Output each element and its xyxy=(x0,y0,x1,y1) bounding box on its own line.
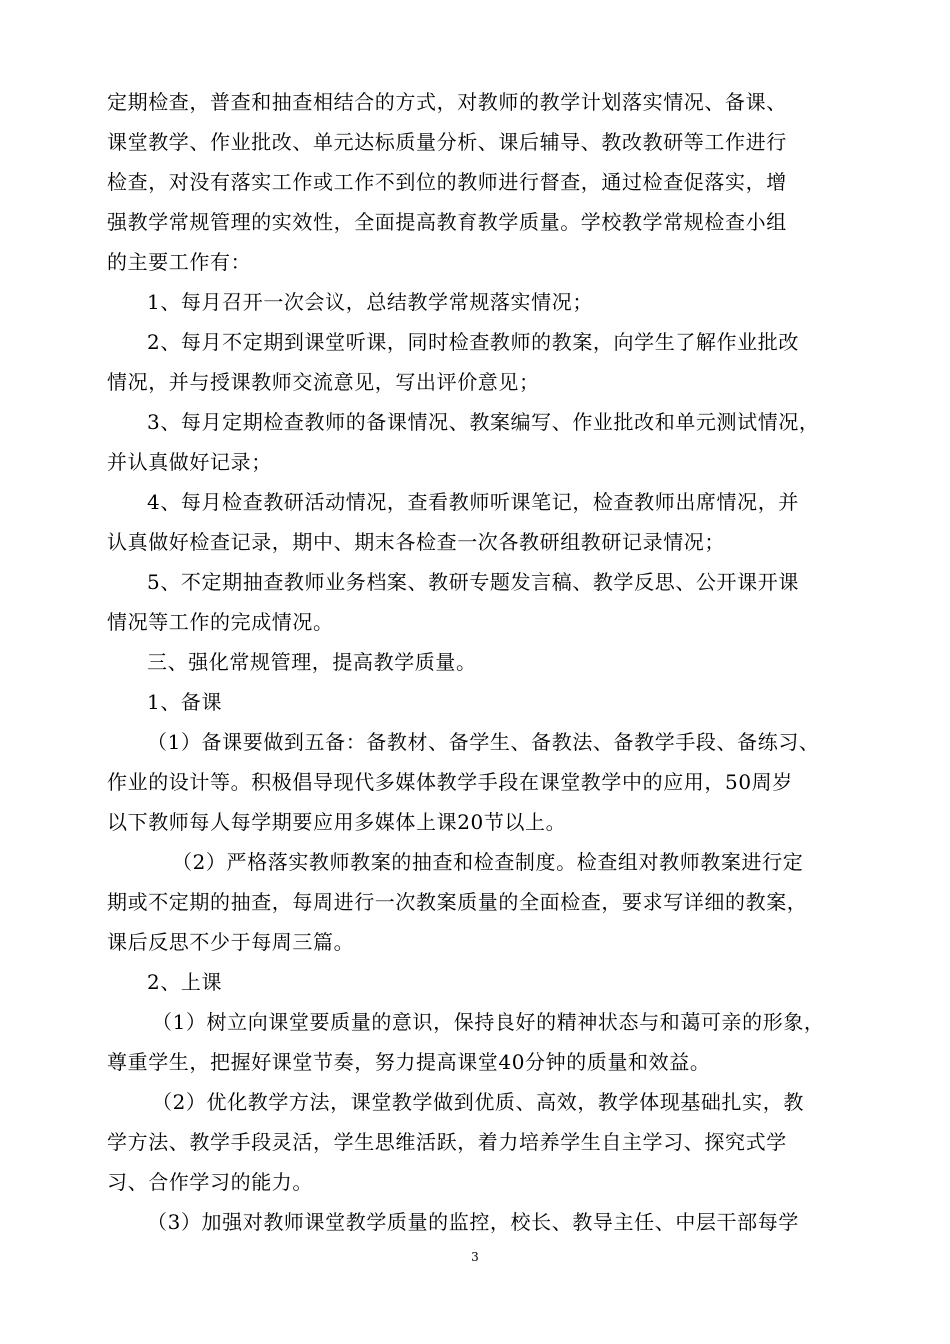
text-line: 2、每月不定期到课堂听课，同时检查教师的教案，向学生了解作业批改 xyxy=(147,330,799,354)
text-line: （1）备课要做到五备：备教材、备学生、备教法、备教学手段、备练习、 xyxy=(147,730,820,754)
page-number: 3 xyxy=(471,1250,479,1264)
text-line: 课堂教学、作业批改、单元达标质量分析、课后辅导、教改教研等工作进行 xyxy=(107,130,787,154)
text-line: 作业的设计等。积极倡导现代多媒体教学手段在课堂教学中的应用，50周岁 xyxy=(107,770,793,794)
text-line: 5、不定期抽查教师业务档案、教研专题发言稿、教学反思、公开课开课 xyxy=(147,570,799,594)
section-heading: 三、强化常规管理，提高教学质量。 xyxy=(147,650,477,674)
text-line: 定期检查，普查和抽查相结合的方式，对教师的教学计划落实情况、备课、 xyxy=(107,90,787,114)
text-line: 情况等工作的完成情况。 xyxy=(107,610,334,634)
text-line: 课后反思不少于每周三篇。 xyxy=(107,930,355,954)
text-line: 的主要工作有： xyxy=(107,250,252,274)
text-line: 情况，并与授课教师交流意见，写出评价意见； xyxy=(107,370,540,394)
text-line: 期或不定期的抽查，每周进行一次教案质量的全面检查，要求写详细的教案， xyxy=(107,890,808,914)
text-line: （2）优化教学方法，课堂教学做到优质、高效，教学体现基础扎实，教 xyxy=(152,1090,804,1114)
text-line: 强教学常规管理的实效性，全面提高教育教学质量。学校教学常规检查小组 xyxy=(107,210,787,234)
subsection-heading: 1、备课 xyxy=(147,690,223,714)
subsection-heading: 2、上课 xyxy=(147,970,223,994)
text-line: 认真做好检查记录，期中、期末各检查一次各教研组教研记录情况； xyxy=(107,530,725,554)
text-line: 4、每月检查教研活动情况，查看教师听课笔记，检查教师出席情况，并 xyxy=(147,490,799,514)
text-line: 检查，对没有落实工作或工作不到位的教师进行督查，通过检查促落实，增 xyxy=(107,170,787,194)
text-line: 并认真做好记录； xyxy=(107,450,272,474)
text-line: （3）加强对教师课堂教学质量的监控，校长、教导主任、中层干部每学 xyxy=(147,1210,799,1234)
text-line: 以下教师每人每学期要应用多媒体上课20节以上。 xyxy=(107,810,567,834)
text-line: 尊重学生，把握好课堂节奏，努力提高课堂40分钟的质量和效益。 xyxy=(107,1050,711,1074)
text-line: （2）严格落实教师教案的抽查和检查制度。检查组对教师教案进行定 xyxy=(172,850,804,874)
text-line: （1）树立向课堂要质量的意识，保持良好的精神状态与和蔼可亲的形象， xyxy=(152,1010,825,1034)
text-line: 3、每月定期检查教师的备课情况、教案编写、作业批改和单元测试情况， xyxy=(147,410,820,434)
text-line: 1、每月召开一次会议，总结教学常规落实情况； xyxy=(147,290,593,314)
text-line: 学方法、教学手段灵活，学生思维活跃，着力培养学生自主学习、探究式学 xyxy=(107,1130,787,1154)
text-line: 习、合作学习的能力。 xyxy=(107,1170,313,1194)
